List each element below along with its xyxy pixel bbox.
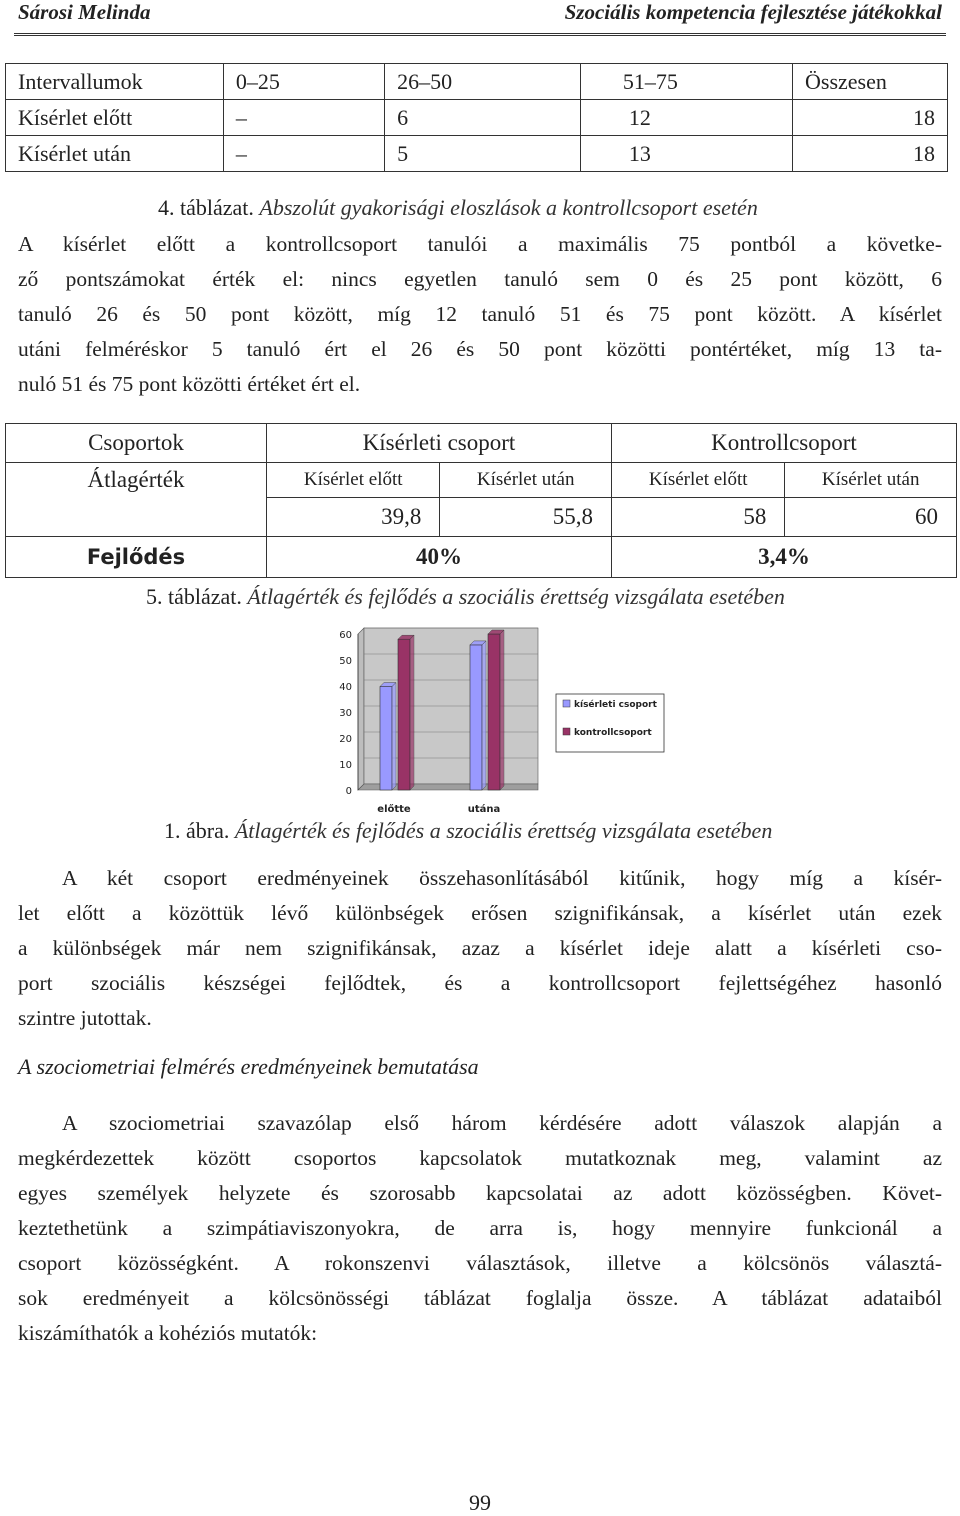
header-author: Sárosi Melinda [18, 0, 151, 24]
table-cell: 0–25 [223, 64, 384, 100]
table-cell: Kísérleti csoport [267, 424, 612, 463]
table-cell: Kísérlet után [785, 463, 957, 498]
text-line: csoport közösségként. A rokonszenvi választások, illetve a kölcsönös választá- [18, 1251, 942, 1275]
y-tick-label: 40 [339, 682, 352, 693]
text-line: megkérdezettek között csoportos kapcsolatok mutatkoznak meg, valamint az [18, 1146, 942, 1170]
table-5-caption [146, 584, 785, 610]
text-line: a különbségek már nem szignifikánsak, azaz a kísérlet ideje alatt a kísérleti cso- [18, 936, 942, 960]
table-cell: Kísérlet után [6, 136, 224, 172]
table-cell: 26–50 [385, 64, 581, 100]
table-cell-text: 18 [913, 105, 935, 130]
bar [380, 687, 392, 790]
text-line: keztethetünk a szimpátiaviszonyokra, de arra is, hogy mennyire funkcionál a [18, 1216, 942, 1240]
paragraph-3 [18, 1106, 942, 1351]
legend-label: kísérleti csoport [574, 700, 657, 710]
table-cell: Fejlődés [6, 537, 267, 578]
caption-number: 5. táblázat. [146, 584, 242, 609]
text-line: szintre jutottak. [18, 1006, 152, 1030]
table-cell: – [223, 136, 384, 172]
table-cell-text: 13 [628, 141, 651, 166]
bar-side [392, 683, 396, 790]
text-line: A kísérlet előtt a kontrollcsoport tanulói a maximális 75 pontból a követke- [18, 232, 942, 256]
table-cell [793, 136, 948, 172]
table-cell: 39,8 [267, 498, 440, 537]
chart-side-wall [358, 628, 364, 790]
table-row [6, 537, 957, 578]
caption-text: Átlagérték és fejlődés a szociális érettség vizsgálata esetében [234, 818, 773, 843]
table-cell [580, 136, 792, 172]
table-cell: Kísérlet előtt [611, 463, 784, 498]
y-tick-label: 20 [339, 734, 352, 745]
table-cell: – [223, 100, 384, 136]
section-heading: A szociometriai felmérés eredményeinek bemutatása [18, 1054, 479, 1079]
table-4-caption [158, 195, 758, 221]
table-cell: Csoportok [6, 424, 267, 463]
table-cell: 40% [267, 537, 612, 578]
table-cell: Kísérlet után [440, 463, 612, 498]
y-tick-label: 60 [339, 630, 352, 641]
text-line: sok eredményeit a kölcsönösségi táblázat foglalja össze. A táblázat adataiból [18, 1286, 942, 1310]
text-line: port szociális készségei fejlődtek, és a kontrollcsoport fejlettségéhez hasonló [18, 971, 942, 995]
table-cell [793, 100, 948, 136]
bar [488, 634, 500, 790]
y-tick-label: 30 [339, 708, 352, 719]
table-cell: 60 [785, 498, 957, 537]
y-tick-label: 0 [345, 786, 352, 797]
caption-text: Átlagérték és fejlődés a szociális érettség vizsgálata esetében [247, 584, 785, 609]
table-cell: 3,4% [611, 537, 956, 578]
legend-swatch [563, 728, 570, 735]
x-tick-label: utána [467, 804, 501, 815]
bar-side [482, 641, 486, 790]
text-line: tanuló 26 és 50 pont között, míg 12 tanuló 51 és 75 pont között. A kísérlet [18, 302, 942, 326]
legend-label: kontrollcsoport [574, 728, 652, 738]
x-tick-label: előtte [377, 804, 411, 815]
table-cell-text: 12 [628, 105, 651, 130]
table-cell: 55,8 [440, 498, 612, 537]
text-line: ző pontszámokat érték el: nincs egyetlen tanuló sem 0 és 25 pont között, 6 [18, 267, 942, 291]
figure-1-caption [164, 818, 772, 844]
running-header [18, 0, 942, 34]
table-cell-text: 51–75 [622, 69, 678, 94]
page-number: 99 [469, 1490, 491, 1515]
table-cell: Összesen [793, 64, 948, 100]
table-row [6, 463, 957, 498]
table-row [6, 64, 948, 100]
table-cell: 58 [611, 498, 784, 537]
table-cell [580, 100, 792, 136]
caption-number: 1. ábra. [164, 818, 230, 843]
text-line: kiszámíthatók a kohéziós mutatók: [18, 1321, 318, 1345]
y-tick-label: 10 [339, 760, 352, 771]
bar-side [500, 630, 504, 790]
bar-chart [330, 622, 670, 817]
text-line: utáni felméréskor 5 tanuló ért el 26 és 50 pont közötti pontértéket, míg 13 ta- [18, 337, 942, 361]
text-line: egyes személyek helyzete és szorosabb kapcsolatai az adott közösségben. Követ- [18, 1181, 942, 1205]
bar [470, 645, 482, 790]
table-row [6, 424, 957, 463]
text-line: let előtt a közöttük lévő különbségek erősen szignifikánsak, a kísérlet után ezek [18, 901, 942, 925]
table-cell-text: 18 [913, 141, 935, 166]
caption-text: Abszolút gyakorisági eloszlások a kontrollcsoport esetén [259, 195, 758, 220]
table-cell: 6 [385, 100, 581, 136]
paragraph-1 [18, 227, 942, 402]
table-cell [580, 64, 792, 100]
table-cell: Átlagérték [6, 463, 267, 537]
header-rule [14, 33, 946, 38]
legend-swatch [563, 700, 570, 707]
table-cell: 5 [385, 136, 581, 172]
y-tick-label: 50 [339, 656, 352, 667]
caption-number: 4. táblázat. [158, 195, 254, 220]
table-4 [5, 63, 948, 172]
table-cell: Kontrollcsoport [611, 424, 956, 463]
text-line: nuló 51 és 75 pont közötti értéket ért el. [18, 372, 361, 396]
table-row [6, 100, 948, 136]
table-cell: Kísérlet előtt [267, 463, 440, 498]
table-5 [5, 423, 957, 578]
bar-side [410, 635, 414, 790]
header-title: Szociális kompetencia fejlesztése játékokkal [564, 0, 942, 24]
table-cell: Intervallumok [6, 64, 224, 100]
text-line: A szociometriai szavazólap első három kérdésére adott válaszok alapján a [62, 1111, 942, 1135]
table-row [6, 136, 948, 172]
bar [398, 639, 410, 790]
paragraph-2 [18, 861, 942, 1036]
bar-chart-svg [330, 622, 670, 817]
table-cell: Kísérlet előtt [6, 100, 224, 136]
text-line: A két csoport eredményeinek összehasonlításából kitűnik, hogy míg a kísér- [62, 866, 942, 890]
